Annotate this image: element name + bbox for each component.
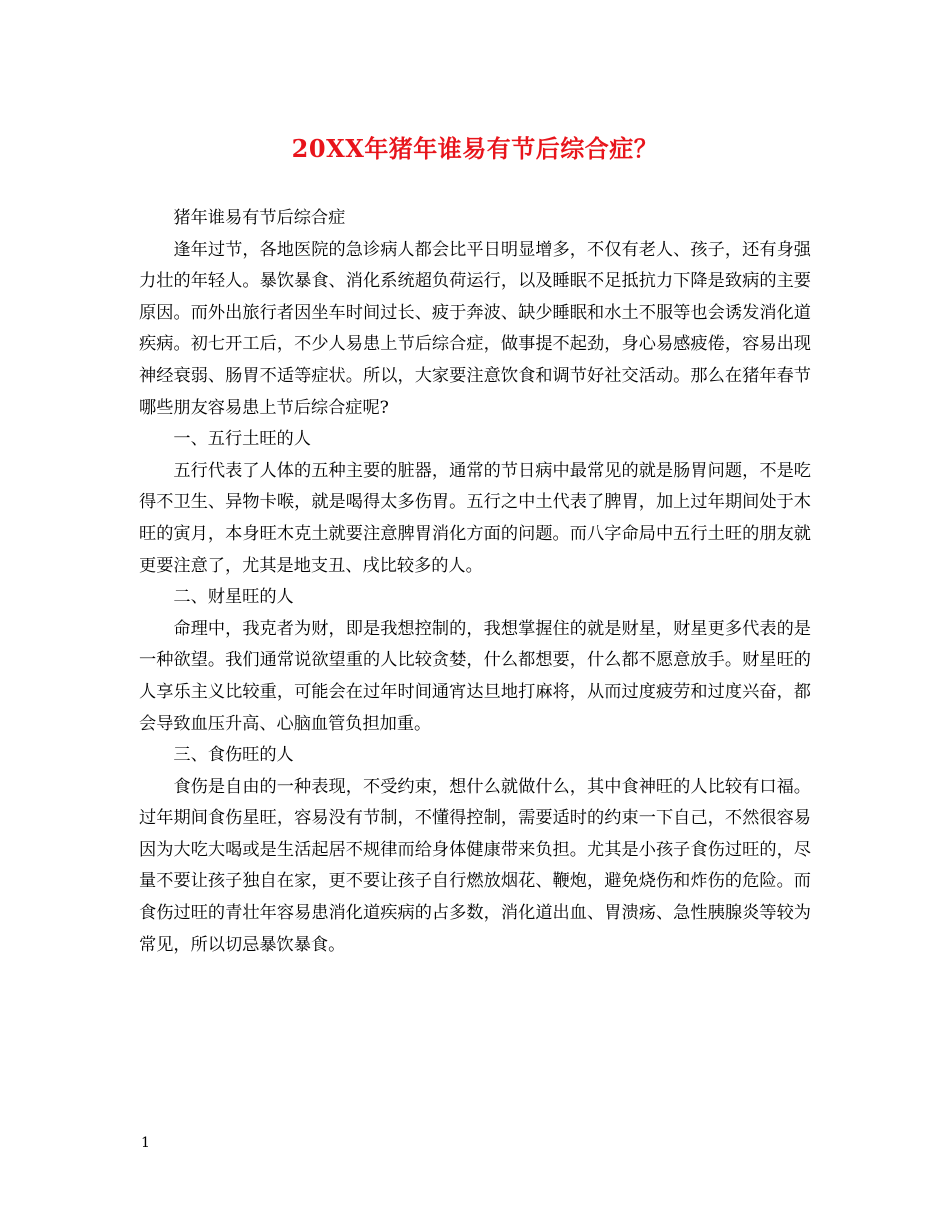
document-title: 20XX年猪年谁易有节后综合症？ [291,134,659,163]
paragraph-section-3: 食伤是自由的一种表现，不受约束，想什么就做什么，其中食神旺的人比较有口福。过年期间食伤星旺，容易没有节制，不懂得控制，需要适时的约束一下自己，不然很容易因为大吃大喝或是生活起居不规律而给身体健康带来负担。尤其是小孩子食伤过旺的，尽量不要让孩子独自在家，更不要让孩子自行燃放烟花、鞭炮，避免烧伤和炸伤的危险。而食伤过旺的青壮年容易患消化道疾病的占多数，消化道出血、胃溃疡、急性胰腺炎等较为常见，所以切忌暴饮暴食。 [139,776,811,955]
paragraph-section-1: 五行代表了人体的五种主要的脏器，通常的节日病中最常见的就是肠胃问题，不是吃得不卫生、异物卡喉，就是喝得太多伤胃。五行之中土代表了脾胃，加上过年期间处于木旺的寅月，本身旺木克土就要注意脾胃消化方面的问题。而八字命局中五行土旺的朋友就更要注意了，尤其是地支丑、戌比较多的人。 [139,460,811,576]
section-heading-2: 二、财星旺的人 [173,587,294,608]
paragraph-intro: 逢年过节，各地医院的急诊病人都会比平日明显增多，不仅有老人、孩子，还有身强力壮的年轻人。暴饮暴食、消化系统超负荷运行，以及睡眠不足抵抗力下降是致病的主要原因。而外出旅行者因坐车时间过长、疲于奔波、缺少睡眠和水土不服等也会诱发消化道疾病。初七开工后，不少人易患上节后综合症，做事提不起劲，身心易感疲倦，容易出现神经衰弱、肠胃不适等症状。所以，大家要注意饮食和调节好社交活动。那么在猪年春节哪些朋友容易患上节后综合症呢? [139,239,811,418]
section-heading-1: 一、五行土旺的人 [173,429,311,450]
section-heading-3: 三、食伤旺的人 [173,745,294,766]
paragraph-subtitle: 猪年谁易有节后综合症 [173,208,346,228]
paragraph-section-2: 命理中，我克者为财，即是我想控制的，我想掌握住的就是财星，财星更多代表的是一种欲望。我们通常说欲望重的人比较贪婪，什么都想要，什么都不愿意放手。财星旺的人享乐主义比较重，可能会在过年时间通宵达旦地打麻将，从而过度疲劳和过度兴奋，都会导致血压升高、心脑血管负担加重。 [139,618,811,734]
page-number: 1 [141,1135,150,1151]
document-body [139,203,811,961]
